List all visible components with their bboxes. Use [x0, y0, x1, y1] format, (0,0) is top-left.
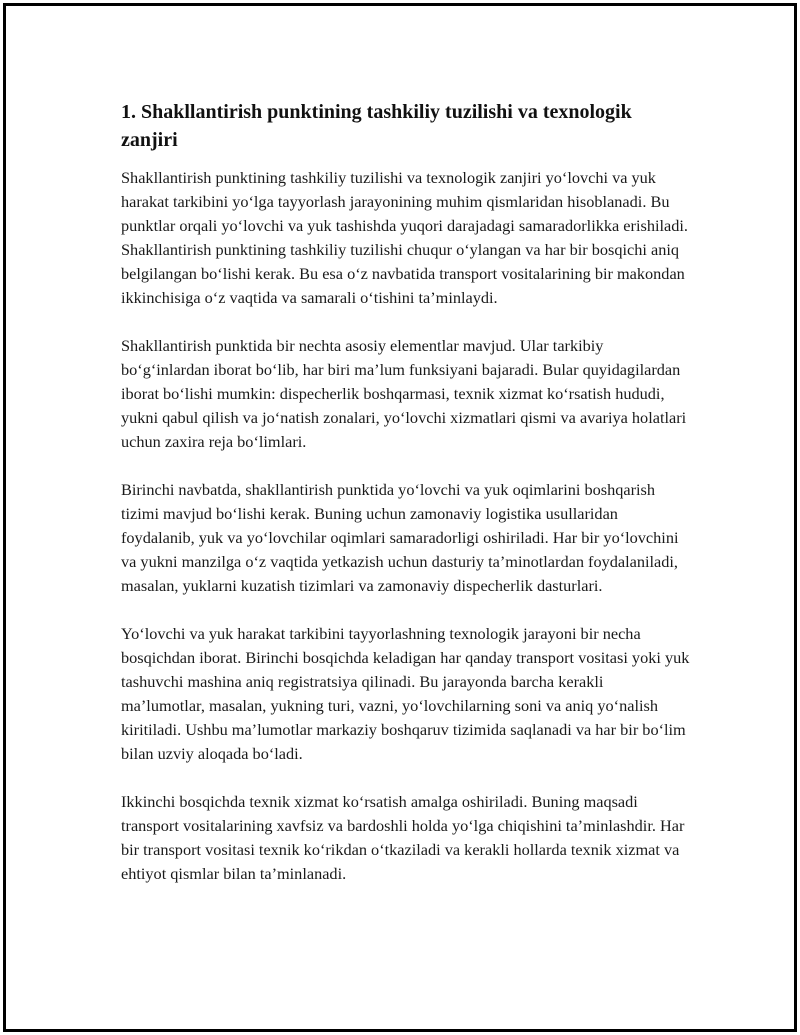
document-body	[121, 98, 691, 910]
section-heading: 1. Shakllantirish punktining tashkiliy tuzilishi va texnologik zanjiri	[121, 101, 632, 151]
paragraph-5: Ikkinchi bosqichda texnik xizmat ko‘rsatish amalga oshiriladi. Buning maqsadi transport vositalarining xavfsiz va bardoshli holda yo‘lga chiqishini ta’minlashdir. Har bir transport vositasi texnik ko‘rikdan o‘tkaziladi va kerakli hollarda texnik xizmat va ehtiyot qismlar bilan ta’minlanadi.	[121, 792, 685, 883]
paragraph-4: Yo‘lovchi va yuk harakat tarkibini tayyorlashning texnologik jarayoni bir necha bosqichdan iborat. Birinchi bosqichda keladigan har qanday transport vositasi yoki yuk tashuvchi mashina aniq registratsiya qilinadi. Bu jarayonda barcha kerakli ma’lumotlar, masalan, yukning turi, vazni, yo‘lovchilarning soni va aniq yo‘nalish kiritiladi. Ushbu ma’lumotlar markaziy boshqaruv tizimida saqlanadi va har bir bo‘lim bilan uzviy aloqada bo‘ladi.	[121, 624, 690, 763]
paragraph-1: Shakllantirish punktining tashkiliy tuzilishi va texnologik zanjiri yo‘lovchi va yuk harakat tarkibini yo‘lga tayyorlash jarayonining muhim qismlaridan hisoblanadi. Bu punktlar orqali yo‘lovchi va yuk tashishda yuqori darajadagi samaradorlikka erishiladi. Shakllantirish punktining tashkiliy tuzilishi chuqur o‘ylangan va har bir bosqichi aniq belgilangan bo‘lishi kerak. Bu esa o‘z navbatida transport vositalarining bir makondan ikkinchisiga o‘z vaqtida va samarali o‘tishini ta’minlaydi.	[121, 168, 688, 307]
paragraph-3: Birinchi navbatda, shakllantirish punktida yo‘lovchi va yuk oqimlarini boshqarish tizimi mavjud bo‘lishi kerak. Buning uchun zamonaviy logistika usullaridan foydalanib, yuk va yo‘lovchilar oqimlari samaradorligi oshiriladi. Har bir yo‘lovchini va yukni manzilga o‘z vaqtida yetkazish uchun dasturiy ta’minotlardan foydalaniladi, masalan, yuklarni kuzatish tizimlari va zamonaviy dispecherlik dasturlari.	[121, 480, 679, 595]
document-page	[3, 3, 797, 1032]
paragraph-2: Shakllantirish punktida bir nechta asosiy elementlar mavjud. Ular tarkibiy bo‘g‘inlardan iborat bo‘lib, har biri ma’lum funksiyani bajaradi. Bular quyidagilardan iborat bo‘lishi mumkin: dispecherlik boshqarmasi, texnik xizmat ko‘rsatish hududi, yukni qabul qilish va jo‘natish zonalari, yo‘lovchi xizmatlari qismi va avariya holatlari uchun zaxira reja bo‘limlari.	[121, 336, 687, 451]
